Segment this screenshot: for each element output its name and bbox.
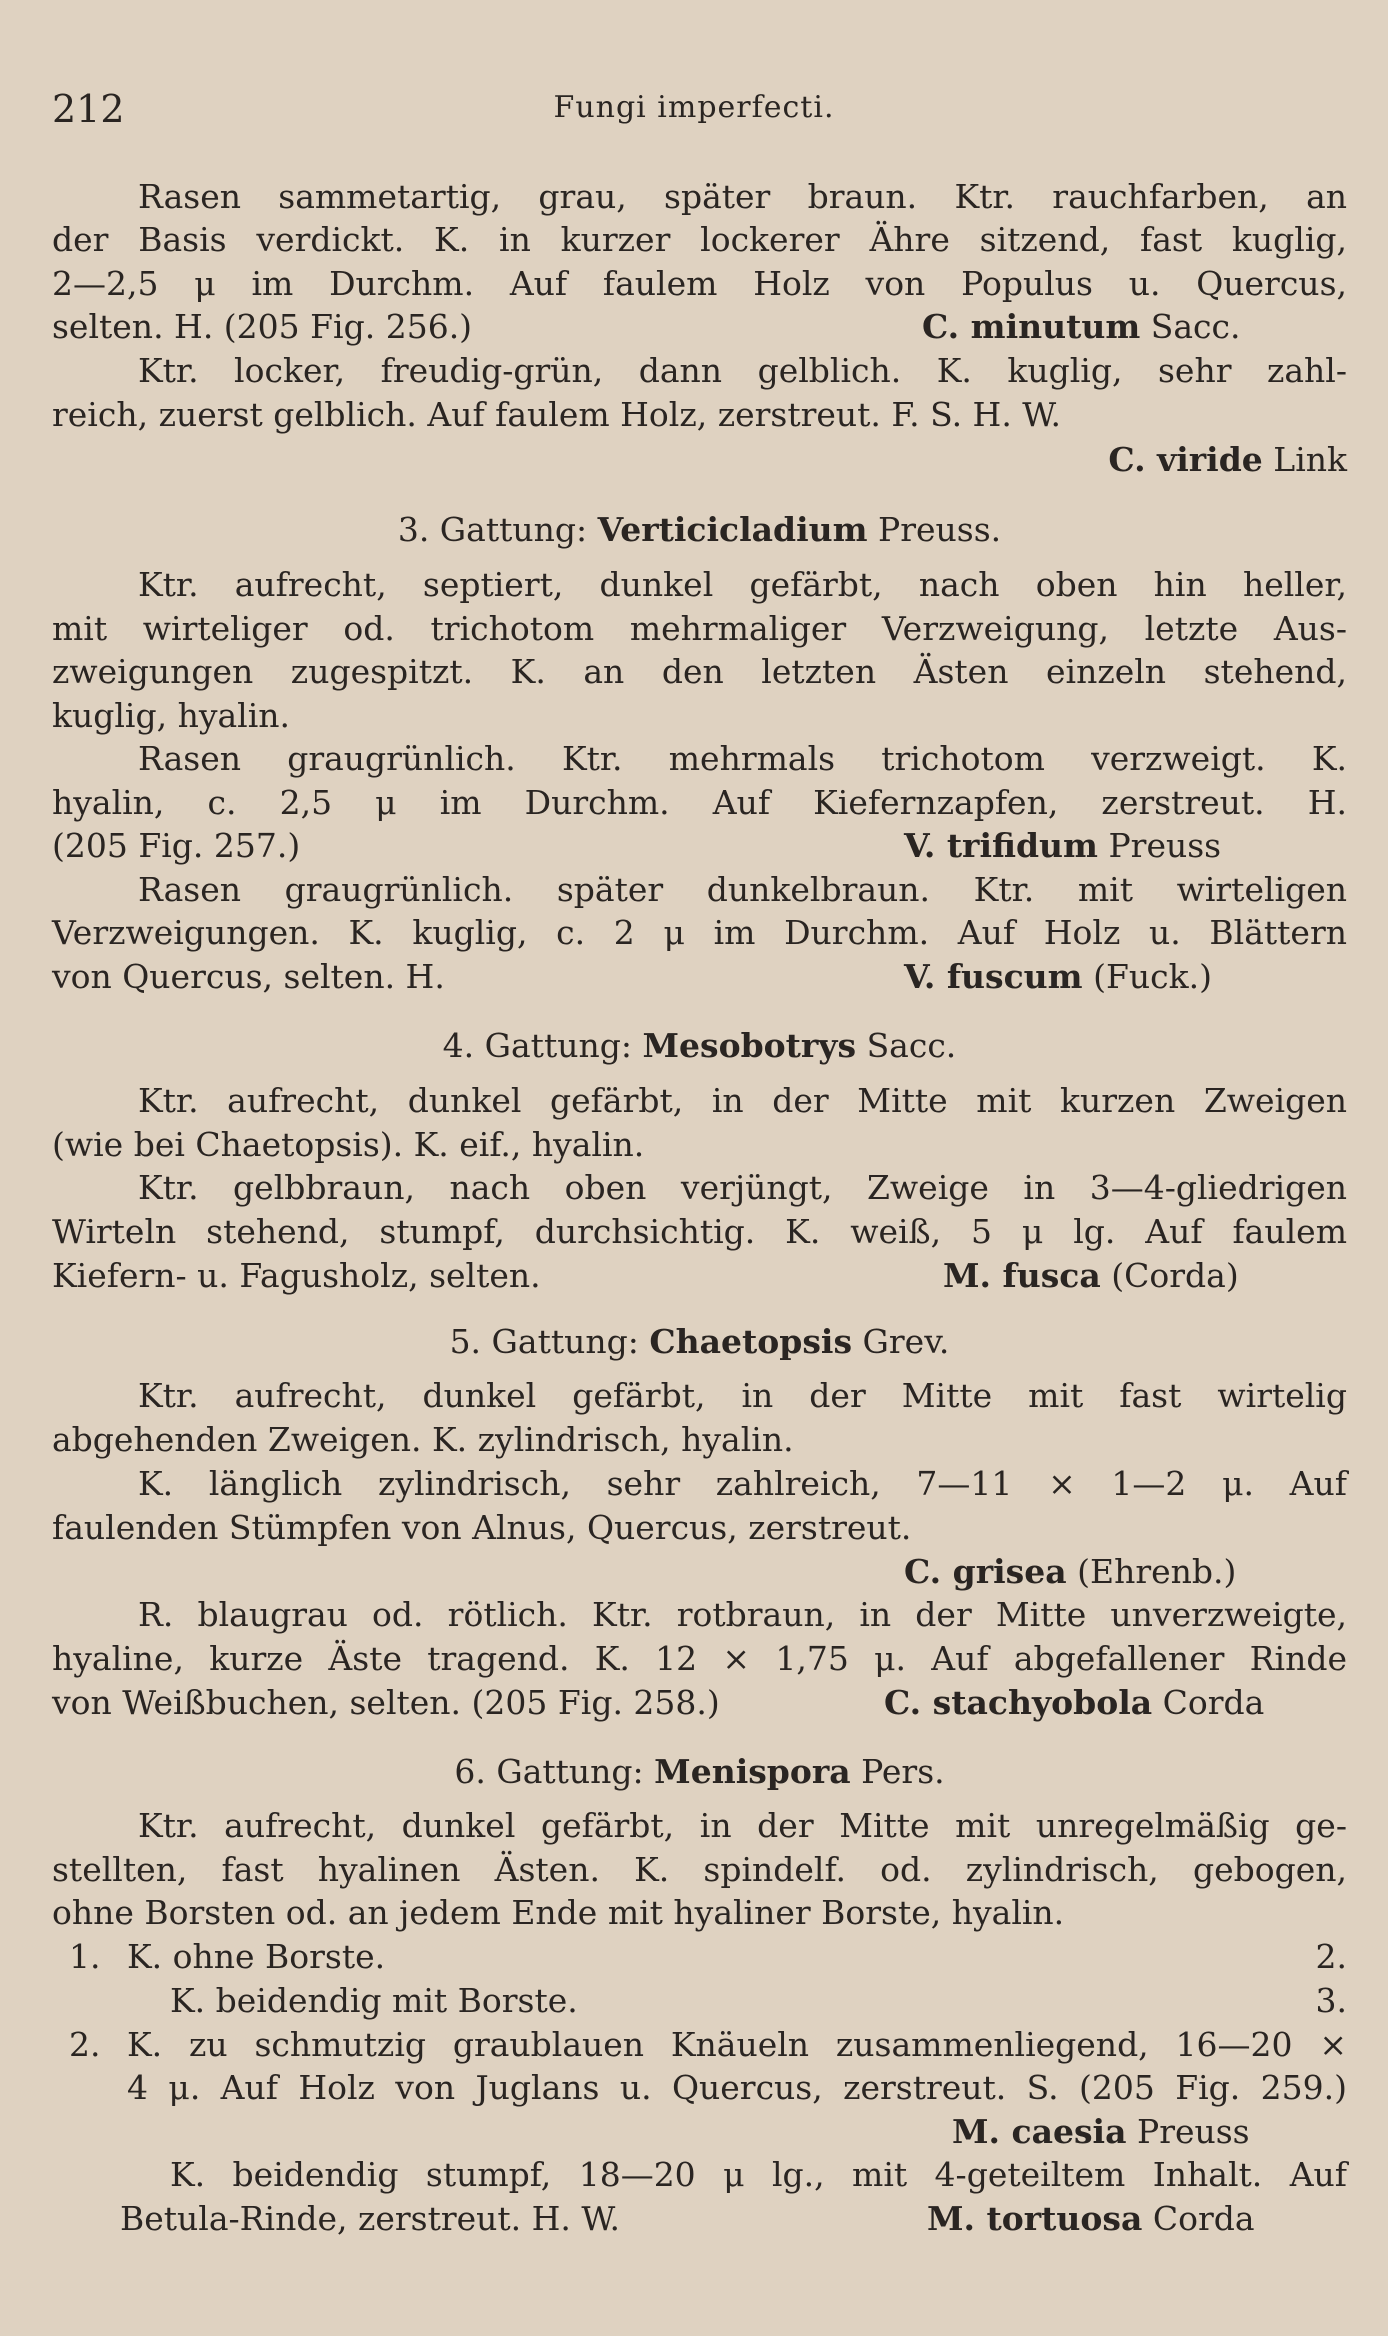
species-name: M. caesia [952, 2112, 1127, 2151]
key-text: 4 μ. Auf Holz von Juglans u. Quercus, zerstreut. S. (205 Fig. 259.) [127, 2068, 1347, 2107]
text-line [52, 826, 1347, 866]
genus-prefix: 4. Gattung: [442, 1026, 632, 1065]
text-line [52, 1256, 1347, 1296]
species-author: Preuss [1108, 826, 1222, 865]
key-text: K. beidendig stumpf, 18—20 μ lg., mit 4-geteiltem Inhalt. Auf [170, 2155, 1347, 2194]
text-line: Ktr. locker, freudig-grün, dann gelblich. K. kuglig, sehr zahl- [138, 351, 1347, 390]
text-line: reich, zuerst gelblich. Auf faulem Holz, zerstreut. F. S. H. W. [52, 395, 1061, 434]
key-ref: 3. [1315, 1981, 1347, 2020]
text-line: zweigungen zugespitzt. K. an den letzten Ästen einzeln stehend, [52, 652, 1347, 691]
genus-author: Pers. [861, 1752, 945, 1791]
text-line: Wirteln stehend, stumpf, durchsichtig. K. weiß, 5 μ lg. Auf faulem [52, 1212, 1347, 1251]
text-line: (wie bei Chaetopsis). K. eif., hyalin. [52, 1125, 645, 1164]
genus-prefix: 5. Gattung: [449, 1322, 639, 1361]
genus-prefix: 6. Gattung: [454, 1752, 644, 1791]
text-fragment: selten. H. (205 Fig. 256.) [52, 307, 473, 346]
text-line: Rasen graugrünlich. Ktr. mehrmals trichotom verzweigt. K. [138, 739, 1347, 778]
text-line: Ktr. aufrecht, dunkel gefärbt, in der Mitte mit kurzen Zweigen [138, 1081, 1347, 1120]
genus-name: Verticicladium [597, 510, 868, 549]
species-name: C. grisea [904, 1552, 1067, 1591]
text-line: 2—2,5 μ im Durchm. Auf faulem Holz von Populus u. Quercus, [52, 264, 1347, 303]
species-name-line [904, 826, 1221, 866]
species-name: C. minutum [922, 307, 1141, 346]
genus-prefix: 3. Gattung: [397, 510, 588, 549]
species-name-line [943, 1256, 1239, 1296]
text-line: der Basis verdickt. K. in kurzer lockerer Ähre sitzend, fast kuglig, [52, 220, 1347, 259]
text-line: Ktr. aufrecht, dunkel gefärbt, in der Mitte mit fast wirtelig [138, 1376, 1347, 1415]
text-fragment: von Weißbuchen, selten. (205 Fig. 258.) [52, 1683, 720, 1722]
key-number: 2. [69, 2025, 101, 2064]
text-line: faulenden Stümpfen von Alnus, Quercus, zerstreut. [52, 1508, 912, 1547]
text-line: stellten, fast hyalinen Ästen. K. spindelf. od. zylindrisch, gebogen, [52, 1850, 1347, 1889]
species-name: V. trifidum [904, 826, 1098, 865]
text-line: ohne Borsten od. an jedem Ende mit hyaliner Borste, hyalin. [52, 1893, 1065, 1932]
key-text: K. ohne Borste. [127, 1937, 386, 1976]
text-line: kuglig, hyalin. [52, 696, 291, 735]
text-line: R. blaugrau od. rötlich. Ktr. rotbraun, in der Mitte unverzweigte, [138, 1595, 1347, 1634]
text-line [52, 307, 1347, 347]
species-author: Preuss [1136, 2112, 1250, 2151]
running-title: Fungi imperfecti. [553, 90, 835, 125]
text-line: Ktr. gelbbraun, nach oben verjüngt, Zweige in 3—4-gliedrigen [138, 1168, 1347, 1207]
genus-heading [52, 1322, 1347, 1362]
text-line: K. länglich zylindrisch, sehr zahlreich, 7—11 × 1—2 μ. Auf [138, 1464, 1347, 1503]
text-line: Verzweigungen. K. kuglig, c. 2 μ im Durchm. Auf Holz u. Blättern [52, 913, 1347, 952]
genus-name: Menispora [654, 1752, 851, 1791]
text-line: mit wirteliger od. trichotom mehrmaliger Verzweigung, letzte Aus- [52, 609, 1347, 648]
species-author: Corda [1152, 2199, 1255, 2238]
species-name-line [922, 307, 1241, 347]
species-author: (Fuck.) [1093, 957, 1212, 996]
key-text: K. beidendig mit Borste. [170, 1981, 578, 2020]
genus-name: Chaetopsis [649, 1322, 853, 1361]
species-name: V. fuscum [904, 957, 1083, 996]
genus-author: Sacc. [866, 1026, 957, 1065]
text-line: hyaline, kurze Äste tragend. K. 12 × 1,75 μ. Auf abgefallener Rinde [52, 1639, 1347, 1678]
species-author: (Ehrenb.) [1077, 1552, 1237, 1591]
text-fragment: Kiefern- u. Fagusholz, selten. [52, 1256, 541, 1295]
text-line [52, 957, 1347, 997]
text-fragment: (205 Fig. 257.) [52, 826, 301, 865]
species-name-line [52, 440, 1347, 480]
species-name-line [884, 1683, 1264, 1723]
text-fragment: von Quercus, selten. H. [52, 957, 445, 996]
species-name: C. stachyobola [884, 1683, 1153, 1722]
genus-name: Mesobotrys [642, 1026, 857, 1065]
key-ref: 2. [1315, 1937, 1347, 1976]
key-number: 1. [69, 1937, 101, 1976]
species-name: C. viride [1108, 440, 1263, 479]
genus-author: Preuss. [878, 510, 1002, 549]
text-line: hyalin, c. 2,5 μ im Durchm. Auf Kiefernzapfen, zerstreut. H. [52, 783, 1347, 822]
species-author: Corda [1162, 1683, 1265, 1722]
species-name: M. fusca [943, 1256, 1101, 1295]
species-name-line [927, 2199, 1255, 2239]
genus-heading [52, 510, 1347, 550]
text-line [52, 1683, 1347, 1723]
genus-author: Grev. [862, 1322, 950, 1361]
key-text: K. zu schmutzig graublauen Knäueln zusammenliegend, 16—20 × [127, 2025, 1347, 2064]
text-line: Rasen graugrünlich. später dunkelbraun. Ktr. mit wirteligen [138, 870, 1347, 909]
text-line: Rasen sammetartig, grau, später braun. Ktr. rauchfarben, an [138, 177, 1347, 216]
species-name: M. tortuosa [927, 2199, 1143, 2238]
text-line: abgehenden Zweigen. K. zylindrisch, hyalin. [52, 1420, 794, 1459]
genus-heading [52, 1026, 1347, 1066]
species-author: Link [1273, 440, 1347, 479]
genus-heading [52, 1752, 1347, 1792]
species-author: (Corda) [1111, 1256, 1239, 1295]
species-name-line [904, 957, 1212, 997]
key-text: Betula-Rinde, zerstreut. H. W. [120, 2199, 621, 2238]
page-number: 212 [52, 87, 125, 131]
text-line: Ktr. aufrecht, septiert, dunkel gefärbt, nach oben hin heller, [138, 565, 1347, 604]
text-line: Ktr. aufrecht, dunkel gefärbt, in der Mitte mit unregelmäßig ge- [138, 1806, 1347, 1845]
species-author: Sacc. [1150, 307, 1241, 346]
